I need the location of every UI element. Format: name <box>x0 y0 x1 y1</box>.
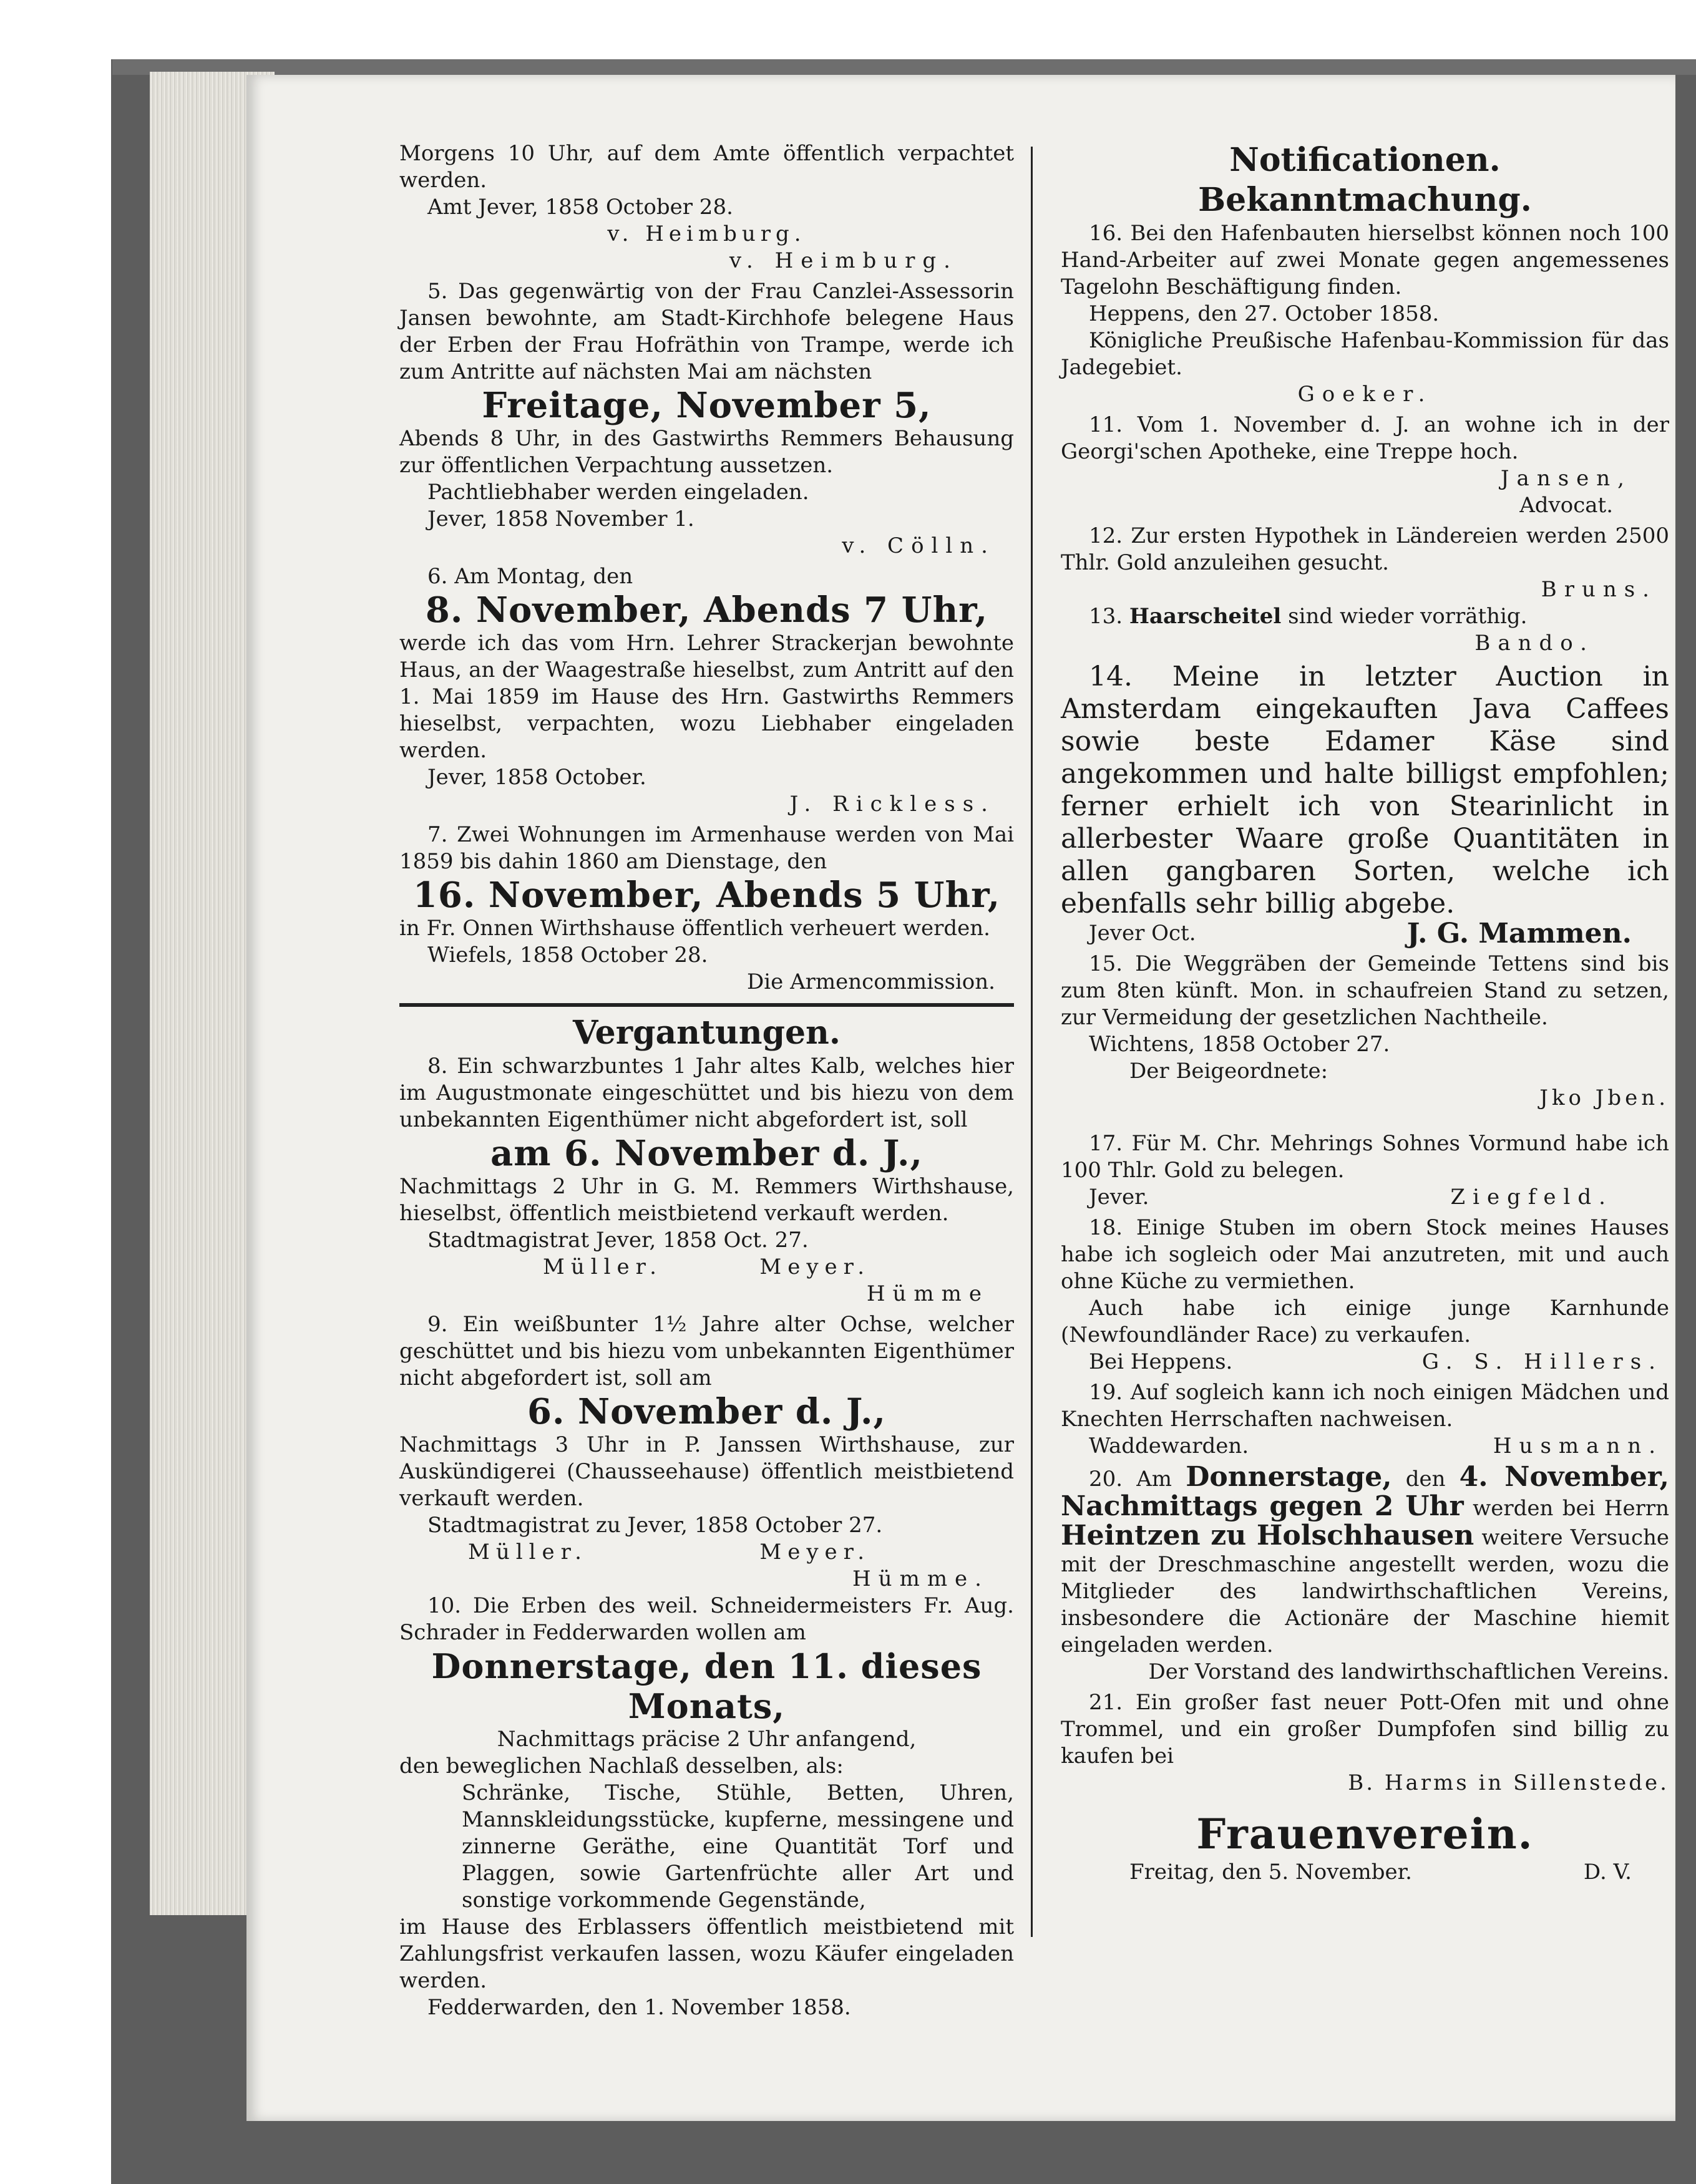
notice-19-signature: Husmann. <box>1493 1434 1663 1458</box>
notice-17: 17. Für M. Chr. Mehrings Sohnes Vormund habe ich 100 Thlr. Gold zu belegen. <box>1061 1131 1669 1183</box>
notice-10-date: Fedderwarden, den 1. November 1858. <box>427 1995 851 2020</box>
notice-8-date: Stadtmagistrat Jever, 1858 Oct. 27. <box>427 1228 809 1253</box>
notice-14: 14. Meine in letzter Auction in Amsterdam eingekauften Java Caffees sowie beste Edamer Käse sind angekommen und halte billigst empfohlen; ferner erhielt ich von Stearinlicht in allerbester Waare große Quantitäten in allen gangbaren Sorten, welche ich ebenfalls sehr billig abgebe. <box>1061 661 1669 920</box>
notice-10: 10. Die Erben des weil. Schneidermeisters Fr. Aug. Schrader in Fedderwarden wollen am <box>399 1593 1014 1645</box>
notice-8-signature-b: Meyer. <box>759 1255 870 1279</box>
notice-16-date: Heppens, den 27. October 1858. <box>1089 301 1440 326</box>
notice-12-signature: Bruns. <box>1541 577 1657 602</box>
notice-19-place: Waddewarden. <box>1089 1434 1249 1458</box>
notice-9-body: Nachmittags 3 Uhr in P. Janssen Wirthshause, zur Auskündigerei (Chausseehause) öffentlich meistbietend verkauft werden. <box>399 1432 1014 1511</box>
notice-20-signature: Der Vorstand des landwirthschaftlichen Vereins. <box>1148 1659 1669 1684</box>
notice-15-date: Wichtens, 1858 October 27. <box>1089 1032 1390 1057</box>
notice-14-place: Jever Oct. <box>1089 921 1196 946</box>
notice-18-signature: G. S. Hillers. <box>1421 1349 1663 1374</box>
notice-8-date-heading: am 6. November d. J., <box>490 1133 924 1174</box>
continued-text: Morgens 10 Uhr, auf dem Amte öffentlich verpachtet werden. <box>399 141 1014 193</box>
notice-21: 21. Ein großer fast neuer Pott-Ofen mit und ohne Trommel, und ein großer Dumpfofen sind billig zu kaufen bei <box>1061 1690 1669 1769</box>
notice-20-body: weitere Versuche mit der Dreschmaschine angestellt werden, wozu die Mitglieder des landwirthschaftlichen Vereins, insbesondere die Actionäre der Maschine hiemit eingeladen werden. <box>1061 1525 1670 1657</box>
notice-19: 19. Auf sogleich kann ich noch einigen Mädchen und Knechten Herrschaften nachweisen. <box>1061 1380 1669 1432</box>
right-column <box>1061 140 1669 1886</box>
notice-6-body: werde ich das vom Hrn. Lehrer Strackerjan bewohnte Haus, an der Waagestraße hieselbst, zum Antritt auf den 1. Mai 1859 im Hause des Hrn. Gastwirths Remmers hieselbst, verpachten, wozu Liebhaber eingeladen werden. <box>399 631 1014 763</box>
notice-7-date: Wiefels, 1858 October 28. <box>427 943 708 968</box>
notice-9: 9. Ein weißbunter 1½ Jahre alter Ochse, welcher geschüttet und bis hiezu vom unbekannten Eigenthümer nicht abgefordert ist, soll am <box>399 1312 1014 1390</box>
notice-12: 12. Zur ersten Hypothek in Ländereien werden 2500 Thlr. Gold anzuleihen gesucht. <box>1061 523 1669 575</box>
notice-20 <box>1061 1463 1669 1659</box>
notice-21-signature: B. Harms in Sillenstede. <box>1348 1770 1669 1795</box>
notice-8-body: Nachmittags 2 Uhr in G. M. Remmers Wirthshause, hieselbst, öffentlich meistbietend verkauft werden. <box>399 1174 1014 1226</box>
notice-7-signature: Die Armencommission. <box>747 969 995 994</box>
notice-17-place: Jever. <box>1089 1185 1149 1210</box>
frauenverein-date: Freitag, den 5. November. <box>1129 1860 1412 1885</box>
frauenverein-heading: Frauenverein. <box>1196 1810 1534 1858</box>
notice-9-date: Stadtmagistrat zu Jever, 1858 October 27. <box>427 1513 883 1538</box>
notice-5-date: Jever, 1858 November 1. <box>427 507 694 531</box>
notice-15: 15. Die Weggräben der Gemeinde Tettens sind bis zum 8ten künft. Mon. in schaufreien Stand zu setzen, zur Vermeidung der gesetzlichen Nachtheile. <box>1061 951 1669 1030</box>
notice-20-host: Heintzen zu Holschhausen <box>1061 1520 1474 1551</box>
notice-17-signature: Ziegfeld. <box>1450 1185 1613 1210</box>
notice-9-signature-c: Hümme. <box>852 1566 989 1591</box>
notice-14-signature: J. G. Mammen. <box>1406 918 1632 949</box>
notice-15-signature: Jko Jben. <box>1539 1085 1669 1110</box>
notice-date: Amt Jever, 1858 October 28. <box>427 195 733 220</box>
notice-11: 11. Vom 1. November d. J. an wohne ich in der Georgi'schen Apotheke, eine Treppe hoch. <box>1061 412 1669 464</box>
notice-7: 7. Zwei Wohnungen im Armenhause werden von Mai 1859 bis dahin 1860 am Dienstage, den <box>399 822 1014 874</box>
notice-15-role: Der Beigeordnete: <box>1129 1059 1328 1084</box>
notice-13-product: Haarscheitel <box>1129 604 1282 629</box>
notice-5-body: Abends 8 Uhr, in des Gastwirths Remmers Behausung zur öffentlichen Verpachtung aussetzen. <box>399 426 1014 478</box>
notice-8: 8. Ein schwarzbuntes 1 Jahr altes Kalb, welches hier im Augustmonate eingeschüttet und bis hiezu von dem unbekannten Eigenthümer nicht abgefordert ist, soll <box>399 1054 1014 1132</box>
section-heading-vergantungen: Vergantungen. <box>573 1014 841 1052</box>
notice-13-number: 13. <box>1089 604 1123 629</box>
notice-8-signature-c: Hümme <box>866 1281 989 1306</box>
notice-5: 5. Das gegenwärtig von der Frau Canzlei-Assessorin Jansen bewohnte, am Stadt-Kirchhofe belegene Haus der Erben der Frau Hofräthin von Trampe, werde ich zum Antritte auf nächsten Mai am nächsten <box>399 279 1014 384</box>
notice-20-lead: 20. Am <box>1089 1467 1172 1492</box>
frauenverein-signature: D. V. <box>1583 1860 1632 1885</box>
notice-9-signature-a: Müller. <box>468 1540 588 1565</box>
notice-20-den: den <box>1405 1467 1446 1492</box>
notice-13-text: sind wieder vorräthig. <box>1288 604 1528 629</box>
notice-5-invite: Pachtliebhaber werden eingeladen. <box>427 480 809 505</box>
signature: v. Heimburg. <box>729 248 958 273</box>
notice-6: 6. Am Montag, den <box>427 564 633 589</box>
notice-7-body: in Fr. Onnen Wirthshause öffentlich verheuert werden. <box>399 916 990 941</box>
notice-16: 16. Bei den Hafenbauten hierselbst können noch 100 Hand-Arbeiter auf zwei Monate gegen angemessenes Tagelohn Beschäftigung finden. <box>1061 221 1669 299</box>
notice-16-authority: Königliche Preußische Hafenbau-Kommission für das Jadegebiet. <box>1061 328 1669 380</box>
notice-10-body: im Hause des Erblassers öffentlich meistbietend mit Zahlungsfrist verkaufen lassen, wozu Käufer eingeladen werden. <box>399 1915 1014 1993</box>
notice-16-signature: Goeker. <box>1297 382 1433 407</box>
book-edge <box>112 59 1696 75</box>
notice-13 <box>1061 603 1669 630</box>
notice-8-signature-a: Müller. <box>543 1255 663 1279</box>
notice-11-title: Advocat. <box>1519 493 1613 518</box>
column-divider <box>1031 147 1033 1937</box>
left-column <box>399 140 1014 2021</box>
notice-18-place: Bei Heppens. <box>1089 1349 1233 1374</box>
notice-20-datetime: 4. November, Nachmittags gegen 2 Uhr <box>1061 1461 1669 1522</box>
notice-10-subheading: Nachmittags präcise 2 Uhr anfangend, <box>497 1727 917 1752</box>
notice-18: 18. Einige Stuben im obern Stock meines Hauses habe ich sogleich oder Mai anzutreten, mit und auch ohne Küche zu vermiethen. <box>1061 1215 1669 1294</box>
notice-6-signature: J. Rickless. <box>789 792 995 817</box>
notice-9-signature-b: Meyer. <box>759 1540 870 1565</box>
notice-10-item-list: Schränke, Tische, Stühle, Betten, Uhren, Mannskleidungsstücke, kupferne, messingene und zinnerne Geräthe, eine Quantität Torf und Plaggen, sowie Gartenfrüchte aller Art und sonstige vorkommende Gegenstände, <box>462 1780 1014 1913</box>
notice-18-text-2: Auch habe ich einige junge Karnhunde (Newfoundländer Race) zu verkaufen. <box>1061 1296 1669 1347</box>
notice-6-date: Jever, 1858 October. <box>427 765 646 790</box>
section-rule <box>399 1003 1014 1007</box>
notice-10-lead: den beweglichen Nachlaß desselben, als: <box>399 1754 844 1779</box>
signature: v. Heimburg. <box>607 221 806 246</box>
notice-5-signature: v. Cölln. <box>842 533 995 558</box>
notice-20-day: Donnerstage, <box>1186 1461 1392 1493</box>
notice-10-date-heading: Donnerstage, den 11. dieses Monats, <box>431 1646 982 1726</box>
notice-13-signature: Bando. <box>1474 631 1594 656</box>
notice-9-date-heading: 6. November d. J., <box>527 1391 886 1432</box>
notice-11-signature: Jansen, <box>1500 466 1632 491</box>
section-heading-notificationen: Notificationen. <box>1229 141 1501 179</box>
notice-6-date-heading: 8. November, Abends 7 Uhr, <box>425 590 988 631</box>
notice-20-werden: werden bei Herrn <box>1473 1496 1669 1521</box>
notice-5-date-heading: Freitage, November 5, <box>482 385 932 426</box>
notice-7-date-heading: 16. November, Abends 5 Uhr, <box>412 875 1001 916</box>
section-heading-bekanntmachung: Bekanntmachung. <box>1198 181 1532 219</box>
